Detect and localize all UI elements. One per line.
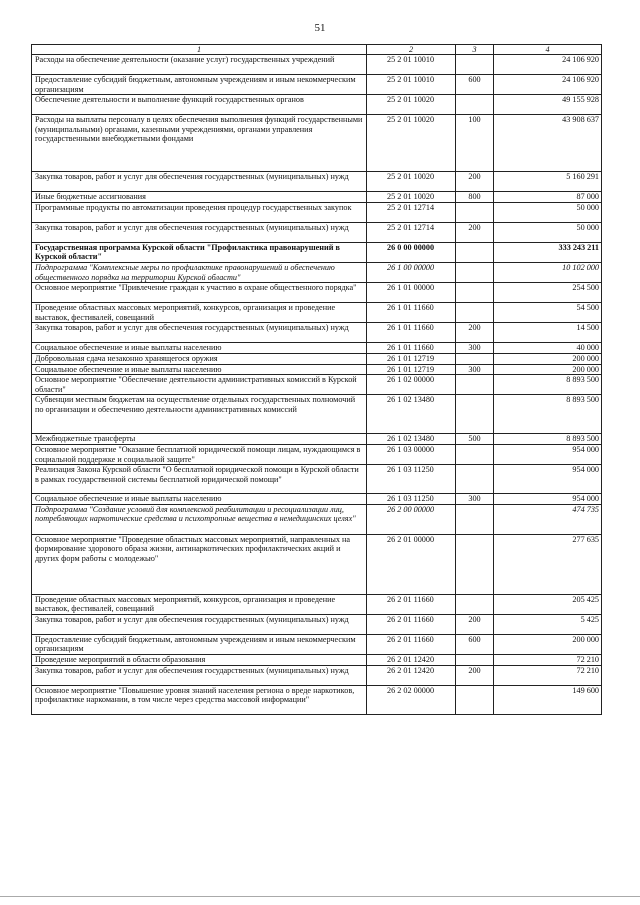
row-amount-cell: 200 000 xyxy=(494,364,602,375)
row-type-cell xyxy=(456,594,494,614)
row-code-cell: 26 2 01 12420 xyxy=(367,655,456,666)
row-code-cell: 25 2 01 10010 xyxy=(367,75,456,95)
table-row xyxy=(32,614,602,634)
table-row xyxy=(32,283,602,303)
row-name-cell: Обеспечение деятельности и выполнение функций государственных органов xyxy=(32,95,367,115)
row-amount-cell: 474 735 xyxy=(494,504,602,534)
row-type-cell xyxy=(456,444,494,464)
row-name-cell: Предоставление субсидий бюджетным, автономным учреждениям и иным некоммерческим организациям xyxy=(32,75,367,95)
row-code-cell: 26 2 01 11660 xyxy=(367,614,456,634)
row-amount-cell: 49 155 928 xyxy=(494,95,602,115)
table-row xyxy=(32,303,602,323)
row-amount-cell: 5 160 291 xyxy=(494,172,602,192)
row-type-cell: 300 xyxy=(456,343,494,354)
table-row xyxy=(32,434,602,445)
table-row xyxy=(32,323,602,343)
row-type-cell xyxy=(456,242,494,262)
table-row xyxy=(32,192,602,203)
row-name-cell: Основное мероприятие "Оказание бесплатной юридической помощи лицам, нуждающимся в социальной поддержке и социальной защите" xyxy=(32,444,367,464)
row-code-cell: 26 1 01 11660 xyxy=(367,303,456,323)
row-type-cell xyxy=(456,283,494,303)
row-name-cell: Основное мероприятие "Привлечение граждан к участию в охране общественного порядка" xyxy=(32,283,367,303)
row-amount-cell: 8 893 500 xyxy=(494,434,602,445)
table-header-row xyxy=(32,45,602,55)
row-name-cell: Субвенции местным бюджетам на осуществление отдельных государственных полномочий по организации и обеспечению деятельности административных комиссий xyxy=(32,395,367,434)
table-row xyxy=(32,262,602,282)
table-row xyxy=(32,634,602,654)
budget-table xyxy=(31,44,602,715)
row-amount-cell: 24 106 920 xyxy=(494,75,602,95)
row-amount-cell: 954 000 xyxy=(494,444,602,464)
table-row xyxy=(32,534,602,594)
row-name-cell: Социальное обеспечение и иные выплаты населению xyxy=(32,364,367,375)
row-amount-cell: 14 500 xyxy=(494,323,602,343)
row-amount-cell: 87 000 xyxy=(494,192,602,203)
table-row xyxy=(32,172,602,192)
page-bottom-border xyxy=(0,896,640,897)
row-name-cell: Закупка товаров, работ и услуг для обеспечения государственных (муниципальных) нужд xyxy=(32,614,367,634)
row-amount-cell: 149 600 xyxy=(494,685,602,714)
row-type-cell xyxy=(456,202,494,222)
row-amount-cell: 8 893 500 xyxy=(494,395,602,434)
row-type-cell xyxy=(456,395,494,434)
row-amount-cell: 54 500 xyxy=(494,303,602,323)
row-name-cell: Подпрограмма "Создание условий для комплексной реабилитации и ресоциализации лиц, потребляющих наркотические средства и психотропные вещества в немедицинских целях" xyxy=(32,504,367,534)
row-name-cell: Предоставление субсидий бюджетным, автономным учреждениям и иным некоммерческим организациям xyxy=(32,634,367,654)
row-name-cell: Социальное обеспечение и иные выплаты населению xyxy=(32,494,367,505)
table-row xyxy=(32,353,602,364)
table-row xyxy=(32,494,602,505)
row-type-cell: 200 xyxy=(456,614,494,634)
row-amount-cell: 43 908 637 xyxy=(494,115,602,172)
row-amount-cell: 200 000 xyxy=(494,634,602,654)
row-name-cell: Закупка товаров, работ и услуг для обеспечения государственных (муниципальных) нужд xyxy=(32,323,367,343)
row-type-cell: 300 xyxy=(456,364,494,375)
table-row xyxy=(32,655,602,666)
row-name-cell: Закупка товаров, работ и услуг для обеспечения государственных (муниципальных) нужд xyxy=(32,665,367,685)
row-code-cell: 26 2 01 11660 xyxy=(367,634,456,654)
row-code-cell: 26 1 02 00000 xyxy=(367,375,456,395)
row-code-cell: 25 2 01 10010 xyxy=(367,55,456,75)
row-code-cell: 26 2 00 00000 xyxy=(367,504,456,534)
row-name-cell: Проведение областных массовых мероприятий, конкурсов, организация и проведение выставок, фестивалей, совещаний xyxy=(32,303,367,323)
row-amount-cell: 200 000 xyxy=(494,353,602,364)
table-row xyxy=(32,364,602,375)
row-amount-cell: 277 635 xyxy=(494,534,602,594)
row-type-cell xyxy=(456,262,494,282)
row-type-cell xyxy=(456,303,494,323)
row-type-cell xyxy=(456,353,494,364)
table-row xyxy=(32,95,602,115)
row-name-cell: Закупка товаров, работ и услуг для обеспечения государственных (муниципальных) нужд xyxy=(32,222,367,242)
row-code-cell: 26 1 01 12719 xyxy=(367,353,456,364)
row-type-cell: 200 xyxy=(456,665,494,685)
row-amount-cell: 254 500 xyxy=(494,283,602,303)
row-name-cell: Закупка товаров, работ и услуг для обеспечения государственных (муниципальных) нужд xyxy=(32,172,367,192)
row-type-cell xyxy=(456,95,494,115)
row-amount-cell: 40 000 xyxy=(494,343,602,354)
row-type-cell: 100 xyxy=(456,115,494,172)
row-code-cell: 26 1 01 11660 xyxy=(367,323,456,343)
row-type-cell: 300 xyxy=(456,494,494,505)
row-code-cell: 26 1 03 11250 xyxy=(367,465,456,494)
row-name-cell: Расходы на выплаты персоналу в целях обеспечения выполнения функций государственными (муниципальными) органами, казенными учреждениями, органами управления государственными внебюджетными фондами xyxy=(32,115,367,172)
row-name-cell: Иные бюджетные ассигнования xyxy=(32,192,367,203)
row-type-cell: 600 xyxy=(456,75,494,95)
row-type-cell xyxy=(456,465,494,494)
row-code-cell: 26 2 01 12420 xyxy=(367,665,456,685)
page-number: 51 xyxy=(314,22,326,34)
row-amount-cell: 72 210 xyxy=(494,655,602,666)
header-col-2: 2 xyxy=(367,45,456,55)
row-code-cell: 26 1 01 00000 xyxy=(367,283,456,303)
table-row xyxy=(32,242,602,262)
table-row xyxy=(32,465,602,494)
row-amount-cell: 10 102 000 xyxy=(494,262,602,282)
row-type-cell: 600 xyxy=(456,634,494,654)
row-name-cell: Основное мероприятие "Повышение уровня знаний населения региона о вреде наркотиков, профилактике наркомании, в том числе через средства массовой информации" xyxy=(32,685,367,714)
table-row xyxy=(32,202,602,222)
row-code-cell: 25 2 01 10020 xyxy=(367,192,456,203)
row-type-cell: 200 xyxy=(456,323,494,343)
row-code-cell: 26 1 02 13480 xyxy=(367,395,456,434)
row-code-cell: 25 2 01 12714 xyxy=(367,202,456,222)
row-amount-cell: 333 243 211 xyxy=(494,242,602,262)
row-code-cell: 26 1 01 12719 xyxy=(367,364,456,375)
row-amount-cell: 954 000 xyxy=(494,465,602,494)
row-name-cell: Основное мероприятие "Обеспечение деятельности административных комиссий в Курской области" xyxy=(32,375,367,395)
row-code-cell: 26 1 00 00000 xyxy=(367,262,456,282)
table-row xyxy=(32,504,602,534)
table-row xyxy=(32,594,602,614)
table-row xyxy=(32,222,602,242)
row-amount-cell: 24 106 920 xyxy=(494,55,602,75)
row-name-cell: Программные продукты по автоматизации проведения процедур государственных закупок xyxy=(32,202,367,222)
row-type-cell xyxy=(456,55,494,75)
header-col-4: 4 xyxy=(494,45,602,55)
row-code-cell: 26 2 02 00000 xyxy=(367,685,456,714)
row-type-cell xyxy=(456,504,494,534)
row-type-cell xyxy=(456,685,494,714)
row-type-cell xyxy=(456,534,494,594)
row-code-cell: 26 1 03 11250 xyxy=(367,494,456,505)
row-name-cell: Проведение мероприятий в области образования xyxy=(32,655,367,666)
row-name-cell: Межбюджетные трансферты xyxy=(32,434,367,445)
table-row xyxy=(32,665,602,685)
row-code-cell: 26 1 03 00000 xyxy=(367,444,456,464)
row-type-cell: 500 xyxy=(456,434,494,445)
header-col-3: 3 xyxy=(456,45,494,55)
row-amount-cell: 72 210 xyxy=(494,665,602,685)
row-amount-cell: 50 000 xyxy=(494,202,602,222)
row-type-cell: 200 xyxy=(456,172,494,192)
row-code-cell: 26 2 01 11660 xyxy=(367,594,456,614)
row-name-cell: Добровольная сдача незаконно хранящегося оружия xyxy=(32,353,367,364)
row-code-cell: 25 2 01 10020 xyxy=(367,95,456,115)
row-code-cell: 26 2 01 00000 xyxy=(367,534,456,594)
row-code-cell: 25 2 01 10020 xyxy=(367,172,456,192)
row-name-cell: Реализация Закона Курской области "О бесплатной юридической помощи в Курской области в рамках государственной системы бесплатной юридической помощи" xyxy=(32,465,367,494)
row-type-cell: 800 xyxy=(456,192,494,203)
row-name-cell: Государственная программа Курской области "Профилактика правонарушений в Курской области" xyxy=(32,242,367,262)
table-row xyxy=(32,55,602,75)
table-row xyxy=(32,395,602,434)
row-name-cell: Расходы на обеспечение деятельности (оказание услуг) государственных учреждений xyxy=(32,55,367,75)
table-row xyxy=(32,375,602,395)
row-name-cell: Проведение областных массовых мероприятий, конкурсов, организация и проведение выставок, фестивалей, совещаний xyxy=(32,594,367,614)
table-row xyxy=(32,75,602,95)
row-amount-cell: 205 425 xyxy=(494,594,602,614)
table-row xyxy=(32,444,602,464)
header-col-1: 1 xyxy=(32,45,367,55)
row-amount-cell: 50 000 xyxy=(494,222,602,242)
row-type-cell xyxy=(456,375,494,395)
table-row xyxy=(32,685,602,714)
table-row xyxy=(32,343,602,354)
row-name-cell: Подпрограмма "Комплексные меры по профилактике правонарушений и обеспечению общественного порядка на территории Курской области" xyxy=(32,262,367,282)
row-code-cell: 25 2 01 10020 xyxy=(367,115,456,172)
row-amount-cell: 8 893 500 xyxy=(494,375,602,395)
row-name-cell: Основное мероприятие "Проведение областных массовых мероприятий, направленных на формирование здорового образа жизни, антинаркотических профилактических акций и других форм работы с молодежью" xyxy=(32,534,367,594)
row-amount-cell: 5 425 xyxy=(494,614,602,634)
table-row xyxy=(32,115,602,172)
row-amount-cell: 954 000 xyxy=(494,494,602,505)
row-code-cell: 26 1 01 11660 xyxy=(367,343,456,354)
row-type-cell xyxy=(456,655,494,666)
row-code-cell: 26 0 00 00000 xyxy=(367,242,456,262)
row-code-cell: 26 1 02 13480 xyxy=(367,434,456,445)
row-code-cell: 25 2 01 12714 xyxy=(367,222,456,242)
row-type-cell: 200 xyxy=(456,222,494,242)
row-name-cell: Социальное обеспечение и иные выплаты населению xyxy=(32,343,367,354)
